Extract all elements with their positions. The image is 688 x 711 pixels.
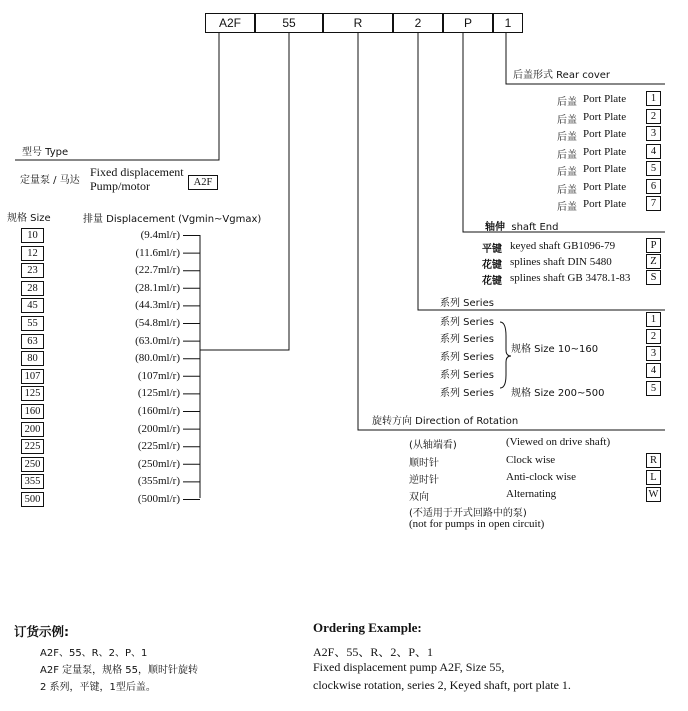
rear-cover-item-cn: 后盖 [557,132,577,143]
rear-cover-code-box: 2 [646,109,661,124]
order-en-line-1: A2F、55、R、2、P、1 [313,645,434,659]
rear-cover-code-box: 7 [646,196,661,211]
size-label: 规格 Size [7,213,51,224]
displacement-label: 排量 Displacement (Vgmin~Vgmax) [83,214,262,225]
shaft-item-cn: 平键 [482,244,502,255]
size-code-box: 225 [21,439,44,454]
rotation-code-box: R [646,453,661,468]
rear-cover-item-en: Port Plate [583,163,627,175]
size-code-box: 12 [21,246,44,261]
size-code-box: 125 [21,386,44,401]
rear-cover-item-cn: 后盖 [557,184,577,196]
rear-cover-item-en: Port Plate [583,128,627,140]
header-code-a2f: A2F [205,13,255,33]
header-code-rotation: R [323,13,393,33]
rotation-item-en: Clock wise [506,454,556,466]
header-code-shaft: P [443,13,493,33]
displacement-value: (28.1ml/r) [135,281,180,294]
rotation-item-cn: 双向 [409,492,429,503]
series-item: 系列 Series [440,370,494,381]
type-label: 型号 Type [22,147,69,158]
displacement-value: (200ml/r) [137,422,180,435]
series-spec-1: 规格 Size 10~160 [511,344,599,355]
rotation-code-box: L [646,470,661,485]
displacement-value: (63.0ml/r) [135,334,180,347]
rear-cover-item-cn: 后盖 [557,149,577,161]
size-code-box: 63 [21,334,44,349]
series-code-box: 1 [646,312,661,327]
rear-cover-code-box: 3 [646,126,661,141]
order-cn-line-3: 2 系列，平键，1型后盖。 [40,682,156,693]
displacement-value: (9.4ml/r) [140,229,180,241]
displacement-value: (54.8ml/r) [135,317,180,329]
series-label: 系列 Series [440,298,494,309]
shaft-item-cn: 花键 [482,276,502,287]
size-code-box: 200 [21,422,44,437]
rear-cover-code-box: 4 [646,144,661,159]
shaft-item-en: keyed shaft GB1096-79 [510,240,616,252]
shaft-label-en: shaft End [511,222,559,233]
header-code-size: 55 [255,13,323,33]
rear-cover-item-cn: 后盖 [557,114,577,126]
shaft-label-cn: 轴伸 [485,222,505,233]
rear-cover-item-en: Port Plate [583,180,627,193]
rotation-item-en: Alternating [506,488,557,500]
displacement-value: (11.6ml/r) [135,246,180,259]
rotation-note-en: (not for pumps in open circuit) [409,518,545,530]
size-code-box: 10 [21,228,44,243]
rear-cover-label: 后盖形式 Rear cover [513,70,611,81]
fixed-displacement-label-en-1: Fixed displacement [90,165,184,179]
size-code-box: 160 [21,404,44,419]
rotation-label: 旋转方向 Direction of Rotation [372,416,519,427]
series-code-box: 3 [646,346,661,361]
series-item: 系列 Series [440,317,494,328]
rear-cover-item-en: Port Plate [583,110,627,123]
shaft-item-en: splines shaft GB 3478.1-83 [510,272,631,284]
rotation-item-en: Anti-clock wise [506,471,576,483]
size-code-box: 355 [21,474,44,489]
rear-cover-item-en: Port Plate [583,145,627,158]
fixed-displacement-label-cn: 定量泵 / 马达 [20,175,80,186]
size-code-box: 23 [21,263,44,278]
shaft-code-box: Z [646,254,661,269]
order-en-line-2: Fixed displacement pump A2F, Size 55, [313,660,505,674]
rear-cover-item-cn: 后盖 [557,97,577,108]
rotation-item-cn: 顺时针 [409,458,439,469]
header-code-rear-cover: 1 [493,13,523,33]
order-cn-title: 订货示例: [14,624,69,639]
size-code-box: 45 [21,298,44,313]
rear-cover-item-cn: 后盖 [557,202,577,213]
size-code-box: 28 [21,281,44,296]
shaft-item-en: splines shaft DIN 5480 [510,256,612,268]
rotation-from-shaft-en: (Viewed on drive shaft) [506,436,611,448]
series-code-box: 5 [646,381,661,396]
size-code-box: 80 [21,351,44,366]
rear-cover-code-box: 5 [646,161,661,176]
rotation-item-cn: 逆时针 [409,475,439,486]
order-en-title: Ordering Example: [313,620,422,635]
size-code-box: 250 [21,457,44,472]
displacement-value: (250ml/r) [137,457,180,470]
displacement-value: (225ml/r) [137,440,180,453]
size-code-box: 107 [21,369,44,384]
displacement-value: (107ml/r) [137,369,180,382]
shaft-code-box: P [646,238,661,253]
displacement-value: (80.0ml/r) [135,352,180,365]
series-item: 系列 Series [440,334,494,345]
series-spec-2: 规格 Size 200~500 [511,388,605,399]
order-cn-line-2: A2F 定量泵，规格 55，顺时针旋转 [40,665,199,676]
rear-cover-code-box: 6 [646,179,661,194]
fixed-displacement-label-en-2: Pump/motor [90,179,151,193]
displacement-value: (160ml/r) [137,405,180,417]
rotation-note-cn: (不适用于开式回路中的泵) [409,508,527,519]
size-code-box: 55 [21,316,44,331]
displacement-value: (125ml/r) [137,387,180,400]
displacement-value: (22.7ml/r) [135,264,180,277]
order-en-line-3: clockwise rotation, series 2, Keyed shaft, port plate 1. [313,678,571,692]
shaft-code-box: S [646,270,661,285]
displacement-value: (355ml/r) [137,475,180,488]
series-code-box: 4 [646,363,661,378]
series-item: 系列 Series [440,388,494,399]
displacement-value: (44.3ml/r) [135,299,180,312]
rear-cover-item-en: Port Plate [583,93,627,105]
shaft-item-cn: 花键 [482,260,502,271]
rotation-from-shaft-cn: (从轴端看) [409,440,457,451]
size-code-box: 500 [21,492,44,507]
series-code-box: 2 [646,329,661,344]
fixed-code-box: A2F [188,175,218,190]
order-cn-line-1: A2F、55、R、2、P、1 [40,648,148,659]
displacement-value: (500ml/r) [137,493,180,505]
rotation-code-box: W [646,487,661,502]
header-code-series: 2 [393,13,443,33]
rear-cover-item-cn: 后盖 [557,167,577,178]
series-item: 系列 Series [440,352,494,363]
rear-cover-item-en: Port Plate [583,198,627,210]
shaft-label [485,218,558,233]
rear-cover-code-box: 1 [646,91,661,106]
